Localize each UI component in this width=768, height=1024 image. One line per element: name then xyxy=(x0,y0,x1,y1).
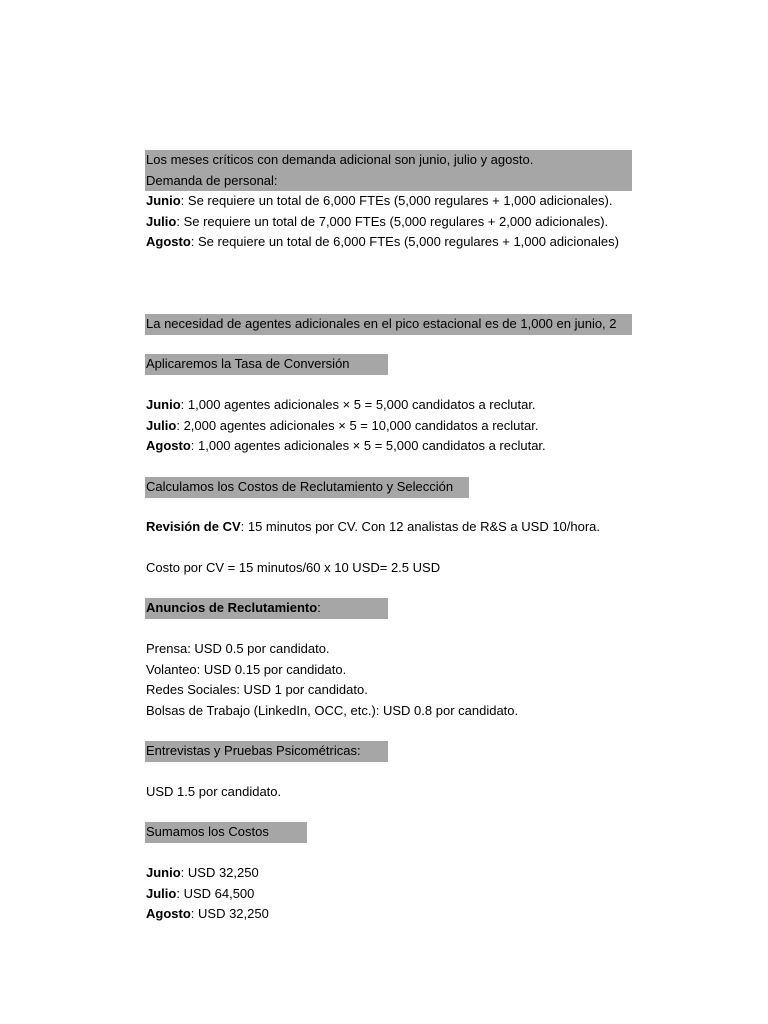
conversion-heading: Aplicaremos la Tasa de Conversión xyxy=(145,354,388,375)
interviews-cost: USD 1.5 por candidato. xyxy=(146,784,282,799)
demand-julio-text: : Se requiere un total de 7,000 FTEs (5,000 regulares + 2,000 adicionales). xyxy=(176,213,609,229)
conversion-agosto xyxy=(145,436,546,457)
cv-review-label: Revisión de CV xyxy=(146,519,241,534)
ads-heading-suffix: : xyxy=(317,600,321,615)
ad-prensa: Prensa: USD 0.5 por candidato. xyxy=(146,641,330,656)
total-julio xyxy=(145,884,254,905)
total-junio xyxy=(145,863,259,884)
cv-cost-formula: Costo por CV = 15 minutos/60 x 10 USD= 2.5 USD xyxy=(146,560,441,575)
demand-junio xyxy=(145,191,612,212)
demand-agosto-text: : Se requiere un total de 6,000 FTEs (5,000 regulares + 1,000 adicionales) xyxy=(190,234,619,249)
month-label-agosto: Agosto xyxy=(146,906,191,921)
demand-title: Demanda de personal: xyxy=(145,171,632,192)
totals-heading: Sumamos los Costos xyxy=(145,822,307,843)
conversion-agosto-text: : 1,000 agentes adicionales × 5 = 5,000 candidatos a reclutar. xyxy=(190,438,546,453)
conversion-julio xyxy=(145,416,538,437)
month-label-agosto: Agosto xyxy=(146,234,191,249)
total-junio-text: : USD 32,250 xyxy=(180,865,259,880)
total-agosto xyxy=(145,904,269,925)
critical-months-line: Los meses críticos con demanda adicional son junio, julio y agosto. xyxy=(145,150,632,171)
cv-review-text: : 15 minutos por CV. Con 12 analistas de R&S a USD 10/hora. xyxy=(240,519,601,534)
demand-junio-text: : Se requiere un total de 6,000 FTEs (5,000 regulares + 1,000 adicionales). xyxy=(180,193,613,208)
interviews-heading: Entrevistas y Pruebas Psicométricas: xyxy=(145,741,388,762)
seasonal-need-line: La necesidad de agentes adicionales en el pico estacional es de 1,000 en junio, 2 xyxy=(145,314,632,335)
month-label-julio: Julio xyxy=(146,885,177,901)
month-label-julio: Julio xyxy=(146,417,177,433)
ad-redes-sociales: Redes Sociales: USD 1 por candidato. xyxy=(146,682,368,697)
month-label-julio: Julio xyxy=(146,213,177,229)
total-agosto-text: : USD 32,250 xyxy=(190,906,269,921)
conversion-julio-text: : 2,000 agentes adicionales × 5 = 10,000 candidatos a reclutar. xyxy=(176,417,539,433)
month-label-junio: Junio xyxy=(146,193,181,208)
conversion-junio xyxy=(145,395,536,416)
costs-heading: Calculamos los Costos de Reclutamiento y Selección xyxy=(145,477,469,498)
total-julio-text: : USD 64,500 xyxy=(176,885,255,901)
ad-bolsas-de-trabajo: Bolsas de Trabajo (LinkedIn, OCC, etc.): USD 0.8 por candidato. xyxy=(146,702,519,718)
month-label-agosto: Agosto xyxy=(146,438,191,453)
month-label-junio: Junio xyxy=(146,397,181,412)
ads-heading-label: Anuncios de Reclutamiento xyxy=(146,600,318,615)
demand-agosto xyxy=(145,232,619,253)
conversion-junio-text: : 1,000 agentes adicionales × 5 = 5,000 candidatos a reclutar. xyxy=(180,397,536,412)
month-label-junio: Junio xyxy=(146,865,181,880)
ad-volanteo: Volanteo: USD 0.15 por candidato. xyxy=(146,661,347,677)
cv-review-line xyxy=(145,517,600,538)
ads-heading xyxy=(145,598,388,619)
demand-julio xyxy=(145,212,608,233)
